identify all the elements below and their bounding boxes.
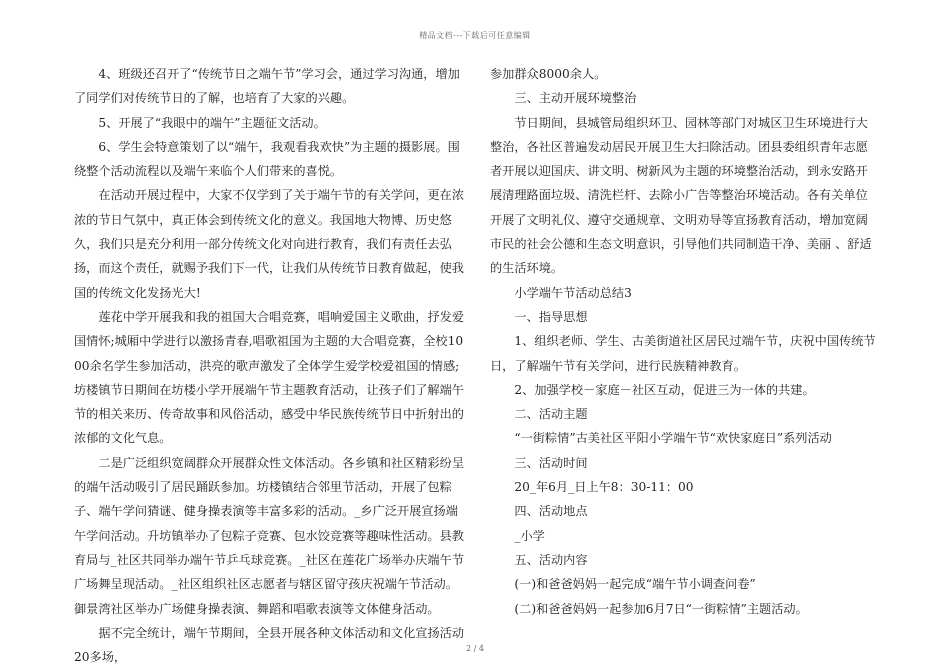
paragraph: 莲花中学开展我和我的祖国大合唱竞赛，唱响爱国主义歌曲，抒发爱国情怀;城厢中学进行以激扬青春,唱歌祖国为主题的大合唱竞赛，全校1000余名学生参加活动，洪亮的歌声激发了全体学生爱学校爱祖国的情感;坊楼镇节日期间在坊楼小学开展端午节主题教育活动，让孩子们了解端午节的相关来历、传奇故事和风俗活动，感受中华民族传统节日中折射出的浓郁的文化气息。 xyxy=(74,309,465,446)
right-column xyxy=(490,62,876,621)
paragraph: 在活动开展过程中，大家不仅学到了关于端午节的有关学问，更在浓浓的节日气氛中，真正体会到传统文化的意义。我国地大物博、历史悠久，我们只是充分利用一部分传统文化对向进行教育，我们有责任去弘扬，而这个责任，就赐予我们下一代，让我们从传统节日教育做起，使我国的传统文化发扬光大! xyxy=(74,188,465,300)
paragraph: 4、班级还召开了“传统节日之端午节”学习会，通过学习沟通，增加了同学们对传统节日的了解，也培育了大家的兴趣。 xyxy=(74,67,460,106)
paragraph: _小学 xyxy=(514,528,545,543)
page-header: 精品文档---下载后可任意编辑 xyxy=(419,31,531,40)
section-heading: 四、活动地点 xyxy=(514,504,588,519)
document-subtitle: 小学端午节活动总结3 xyxy=(514,285,632,300)
paragraph: 二是广泛组织宽阔群众开展群众性文体活动。各乡镇和社区精彩纷呈的端午活动吸引了居民踊跃参加。坊楼镇结合邻里节活动，开展了包粽子、端午学问猜谜、健身操表演等丰富多彩的活动。_乡广泛开展宣扬端午学问活动。升坊镇举办了包粽子竞赛、包水饺竞赛等趣味性活动。县教育局与_社区共同举办端午节乒乓球竞赛。_社区在莲花广场举办庆端午节广场舞呈现活动。_社区组织社区志愿者与辖区留守孩庆祝端午节活动。御景湾社区举办广场健身操表演、舞蹈和唱歌表演等文体健身活动。 xyxy=(74,455,465,616)
section-heading: 三、主动开展环境整治 xyxy=(514,91,637,106)
paragraph: 20_年6月_日上午8：30-11：00 xyxy=(514,480,694,495)
section-heading: 一、指导思想 xyxy=(514,309,588,324)
paragraph: 6、学生会特意策划了以“端午，我观看我欢快”为主题的摄影展。围绕整个活动流程以及端午来临个人们带来的喜悦。 xyxy=(74,139,460,179)
paragraph: 1、组织老师、学生、古美街道社区居民过端午节，庆祝中国传统节日，了解端午节有关学问，进行民族精神教育。 xyxy=(490,334,876,373)
paragraph: 5、开展了“我眼中的端午”主题征文活动。 xyxy=(98,115,326,130)
paragraph: (二)和爸爸妈妈一起参加6月7日“一街粽情”主题活动。 xyxy=(514,601,808,616)
paragraph: 据不完全统计，端午节期间，全县开展各种文体活动和文化宣扬活动20多场， xyxy=(74,625,465,665)
paragraph: (一)和爸爸妈妈一起完成“端午节小调查问卷” xyxy=(514,577,756,592)
paragraph: “一街粽情”古美社区平阳小学端午节“欢快家庭日”系列活动 xyxy=(514,431,832,446)
section-heading: 二、活动主题 xyxy=(514,407,588,422)
paragraph: 节日期间，县城管局组织环卫、园林等部门对城区卫生环境进行大整治，各社区普遍发动居民开展卫生大扫除活动。团县委组织青年志愿者开展以迎国庆、讲文明、树新风为主题的环境整治活动，到永安路开展清理路面垃圾、清洗栏杆、去除小广告等整治环境活动。各有关单位开展了文明礼仪、遵守交通规章、文明劝导等宣扬教育活动，增加宽阔市民的社会公德和生态文明意识，引导他们共同制造干净、美丽 、舒适的生活环境。 xyxy=(490,115,872,276)
paragraph-continuation: 参加群众8000余人。 xyxy=(490,67,607,81)
page-number: 2 / 4 xyxy=(466,644,484,653)
section-heading: 三、活动时间 xyxy=(514,455,588,470)
section-heading: 五、活动内容 xyxy=(514,552,588,567)
left-column xyxy=(74,62,466,669)
paragraph: 2、加强学校－家庭－社区互动，促进三为一体的共建。 xyxy=(514,382,815,397)
